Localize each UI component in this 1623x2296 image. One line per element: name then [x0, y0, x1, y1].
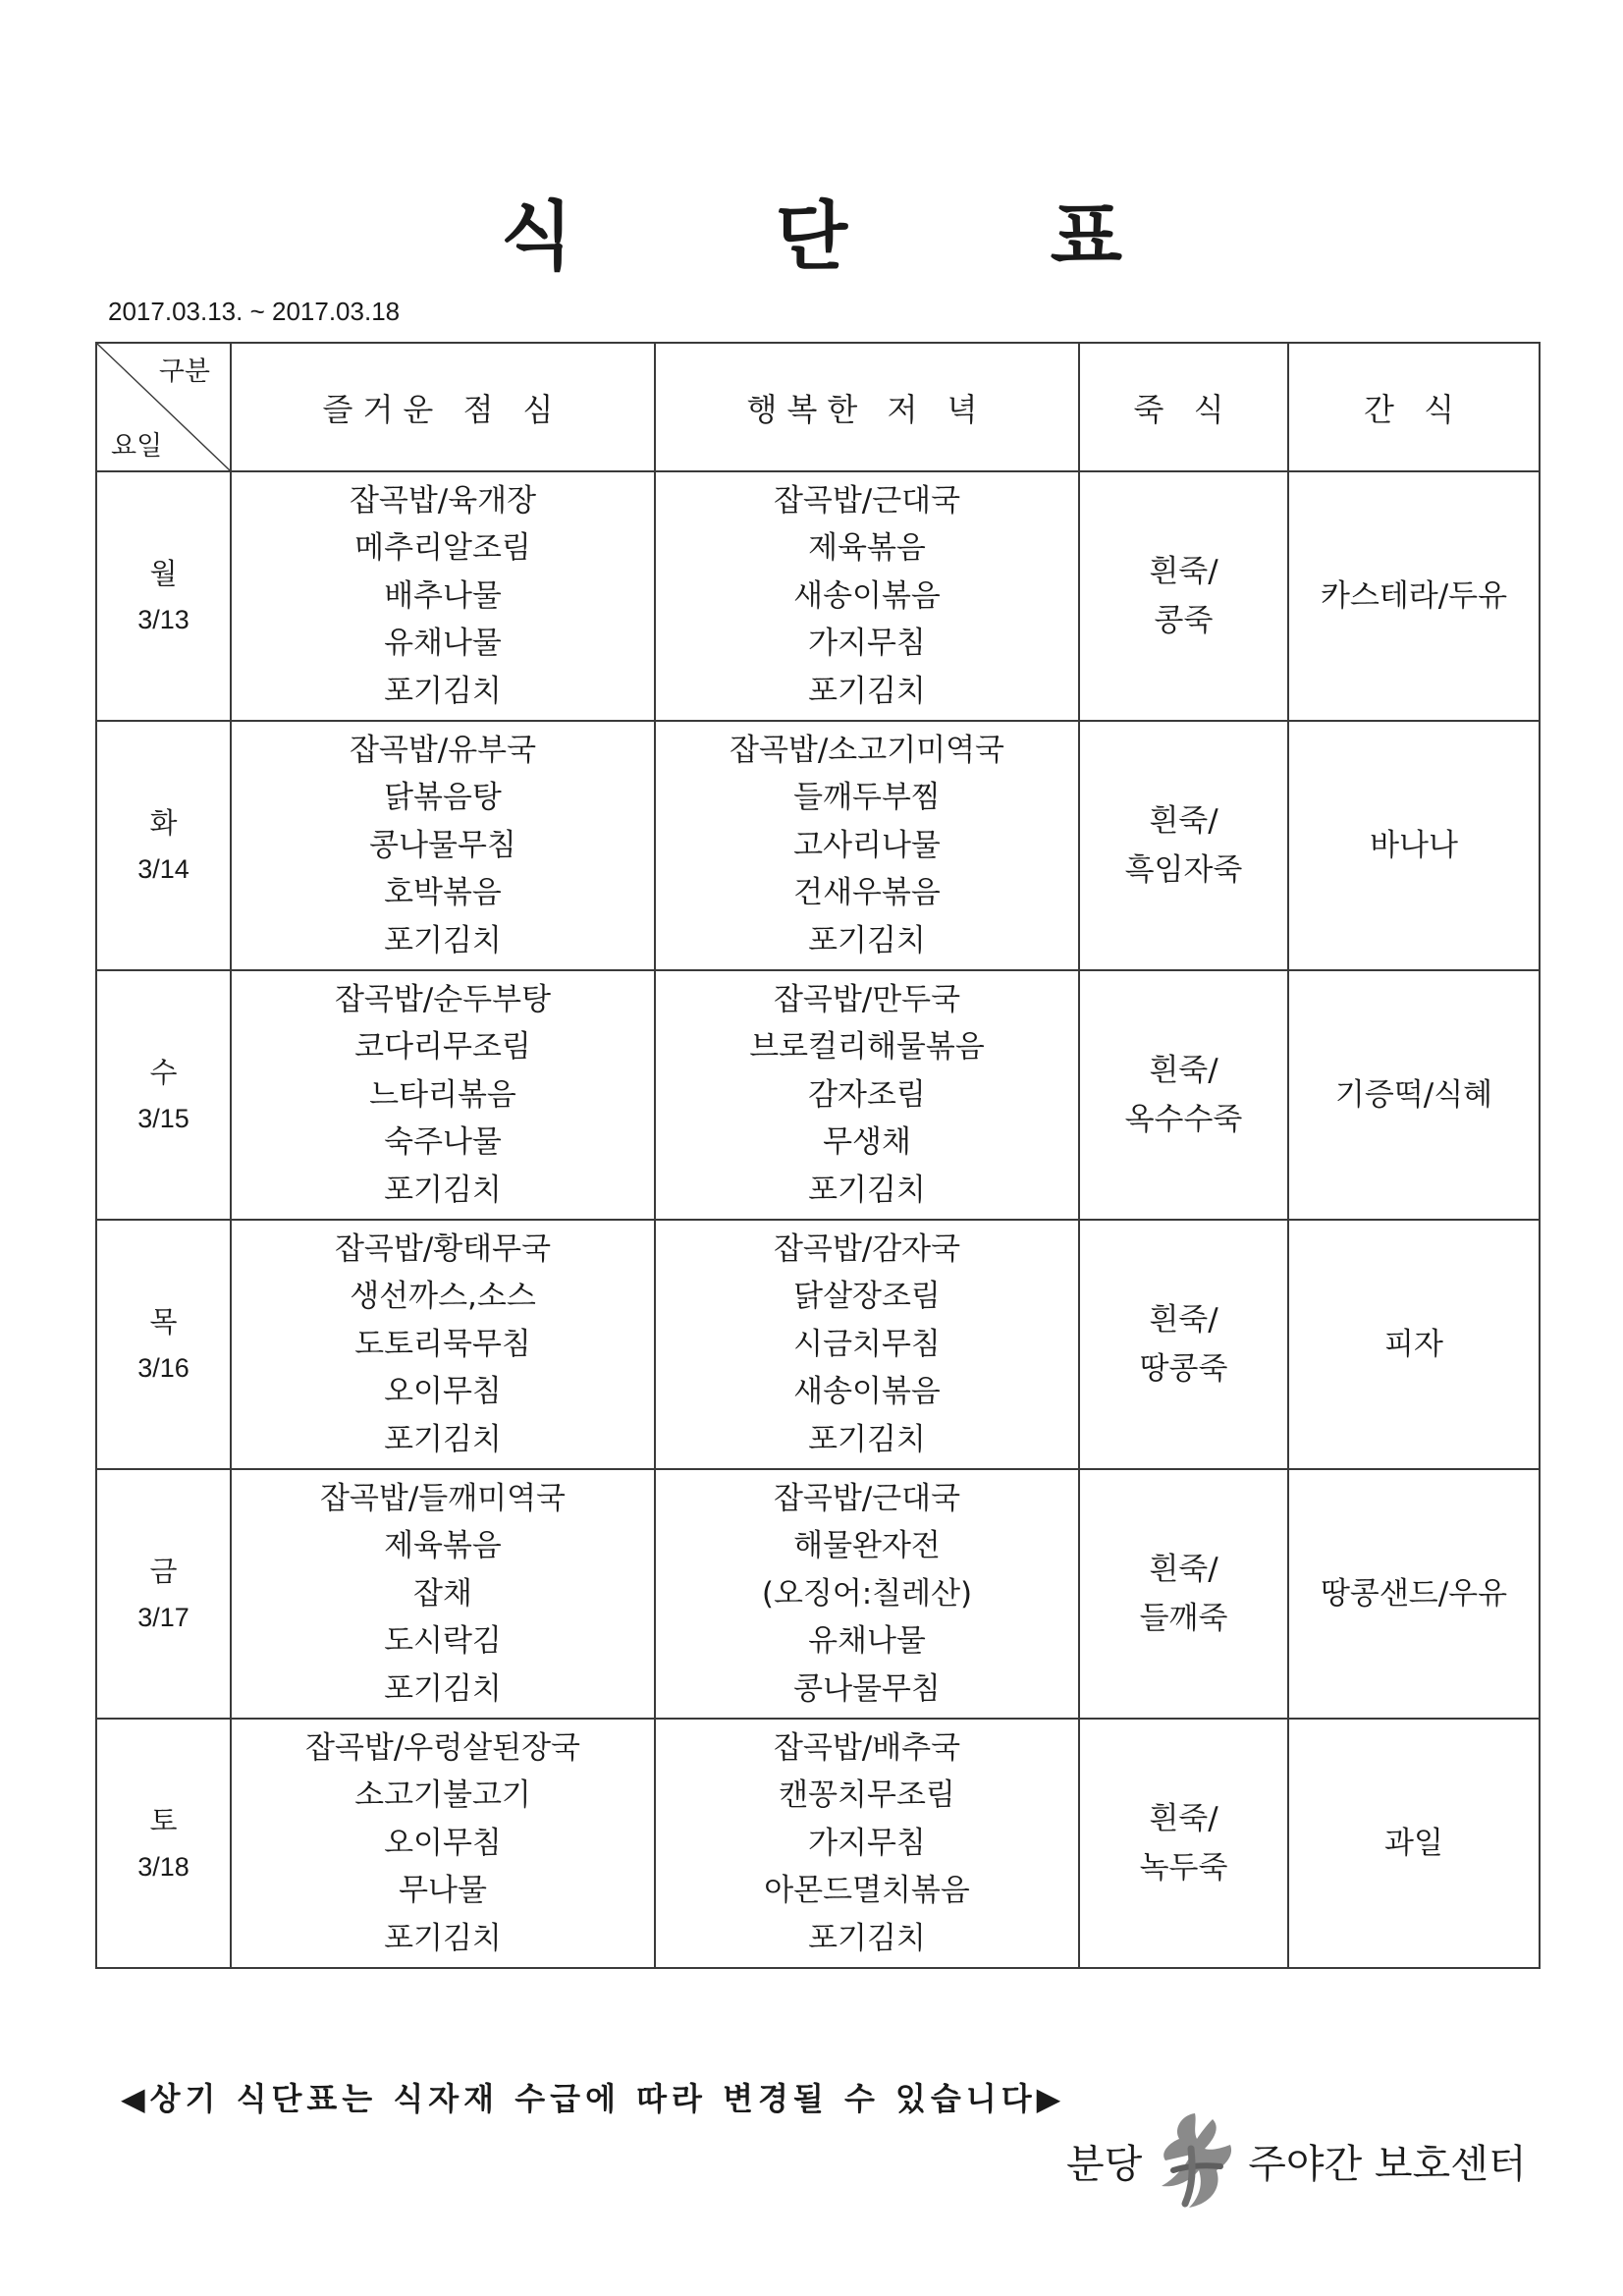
menu-item: 땅콩샌드/우유	[1320, 1576, 1508, 1612]
menu-item: 기증떡/식혜	[1334, 1077, 1493, 1113]
menu-item: 포기김치	[808, 673, 926, 709]
day-date: 3/13	[137, 605, 189, 634]
menu-item: 해물완자전	[793, 1528, 941, 1564]
menu-item: 잡곡밥/유부국	[349, 732, 537, 768]
menu-item: 들깨두부찜	[793, 780, 941, 816]
footer-brand	[1066, 2109, 1526, 2212]
column-header-label: 간 식	[1364, 390, 1464, 428]
day-cell	[96, 970, 231, 1220]
day-row	[96, 1719, 1540, 1968]
menu-item: 포기김치	[384, 1920, 502, 1956]
lunch-cell	[231, 1469, 655, 1719]
dinner-cell	[655, 970, 1079, 1220]
menu-item: 메추리알조림	[354, 530, 531, 567]
porridge-cell	[1079, 471, 1288, 721]
menu-item: 가지무침	[808, 626, 926, 662]
day-row	[96, 721, 1540, 970]
dinner-cell	[655, 721, 1079, 970]
menu-item: 도토리묵무침	[354, 1326, 531, 1362]
dinner-cell	[655, 1220, 1079, 1469]
page-title: 식 단 표	[500, 192, 1212, 280]
day-name: 화	[149, 806, 178, 840]
menu-item: 흰죽/	[1149, 554, 1218, 589]
menu-item: 닭살장조림	[793, 1279, 941, 1315]
column-header-lunch	[231, 343, 655, 471]
menu-item: 잡곡밥/우렁살된장국	[305, 1729, 580, 1766]
period-label: 2017.03.13. ~ 2017.03.18	[108, 297, 401, 326]
menu-item: 잡곡밥/황태무국	[334, 1230, 552, 1267]
lunch-cell	[231, 970, 655, 1220]
column-header-label: 즐거운 점 심	[322, 390, 564, 428]
menu-item: 아몬드멸치볶음	[764, 1873, 970, 1909]
menu-item: 잡채	[413, 1575, 472, 1612]
menu-item: 새송이볶음	[793, 577, 941, 614]
menu-item: 콩죽	[1154, 603, 1214, 638]
menu-item: 가지무침	[808, 1825, 926, 1861]
menu-item: 무나물	[399, 1873, 487, 1909]
porridge-cell	[1079, 1220, 1288, 1469]
column-header-label: 죽 식	[1133, 390, 1234, 428]
day-cell	[96, 1469, 231, 1719]
menu-item: 포기김치	[808, 1172, 926, 1208]
menu-item: 포기김치	[384, 1172, 502, 1208]
day-name: 목	[149, 1305, 178, 1339]
menu-item: (오징어:칠레산)	[761, 1575, 973, 1612]
menu-item: 땅콩죽	[1139, 1351, 1228, 1387]
menu-item: 흑임자죽	[1124, 852, 1243, 888]
menu-item: 잡곡밥/배추국	[773, 1729, 961, 1766]
day-name: 수	[149, 1056, 178, 1089]
snack-cell	[1288, 1719, 1540, 1968]
menu-item: 카스테라/두유	[1320, 578, 1508, 614]
lunch-cell	[231, 471, 655, 721]
menu-item: 감자조림	[808, 1076, 926, 1113]
menu-item: 녹두죽	[1139, 1850, 1228, 1886]
lunch-cell	[231, 721, 655, 970]
day-name: 월	[149, 557, 178, 590]
day-date: 3/16	[137, 1353, 189, 1383]
menu-item: 유채나물	[384, 626, 502, 662]
menu-item: 피자	[1384, 1327, 1443, 1362]
menu-item: 고사리나물	[793, 827, 941, 863]
menu-item: 배추나물	[384, 577, 502, 614]
header-row	[96, 343, 1540, 471]
footer-name-right: 주야간 보호센터	[1248, 2141, 1527, 2187]
menu-item: 포기김치	[808, 922, 926, 958]
menu-item: 시금치무침	[793, 1326, 941, 1362]
porridge-cell	[1079, 1469, 1288, 1719]
snack-cell	[1288, 471, 1540, 721]
menu-item: 흰죽/	[1149, 1801, 1218, 1836]
menu-item: 오이무침	[384, 1825, 502, 1861]
menu-item: 바나나	[1370, 828, 1458, 863]
porridge-cell	[1079, 970, 1288, 1220]
menu-item: 잡곡밥/육개장	[349, 482, 537, 519]
menu-item: 흰죽/	[1149, 1053, 1218, 1088]
menu-item: 새송이볶음	[793, 1374, 941, 1410]
day-date: 3/17	[137, 1603, 189, 1632]
column-header-snack	[1288, 343, 1540, 471]
day-cell	[96, 721, 231, 970]
menu-item: 캔꽁치무조림	[779, 1777, 955, 1814]
porridge-cell	[1079, 721, 1288, 970]
day-row	[96, 471, 1540, 721]
menu-item: 건새우볶음	[793, 875, 941, 911]
dinner-cell	[655, 1719, 1079, 1968]
menu-item: 잡곡밥/근대국	[773, 482, 961, 519]
menu-table	[95, 342, 1541, 1969]
menu-item: 잡곡밥/순두부탕	[334, 981, 552, 1017]
menu-item: 무생채	[823, 1124, 911, 1161]
snack-cell	[1288, 1220, 1540, 1469]
column-header-porridge	[1079, 343, 1288, 471]
menu-item: 옥수수죽	[1124, 1102, 1243, 1137]
menu-item: 잡곡밥/만두국	[773, 981, 961, 1017]
menu-item: 포기김치	[384, 1421, 502, 1457]
corner-category-label: 구분	[158, 356, 210, 387]
menu-item: 느타리볶음	[369, 1076, 516, 1113]
day-name: 금	[149, 1555, 178, 1588]
menu-item: 도시락김	[384, 1623, 502, 1660]
day-cell	[96, 1719, 231, 1968]
menu-item: 콩나물무침	[793, 1670, 941, 1707]
menu-item: 흰죽/	[1149, 1302, 1218, 1338]
menu-item: 콩나물무침	[369, 827, 516, 863]
menu-item: 숙주나물	[384, 1124, 502, 1161]
menu-item: 생선까스,소스	[350, 1279, 536, 1315]
snack-cell	[1288, 1469, 1540, 1719]
footer-name-left: 분당	[1066, 2141, 1143, 2187]
menu-item: 잡곡밥/감자국	[773, 1230, 961, 1267]
menu-item: 포기김치	[384, 1670, 502, 1707]
menu-item: 포기김치	[808, 1920, 926, 1956]
day-date: 3/14	[137, 854, 189, 884]
day-row	[96, 1469, 1540, 1719]
menu-item: 포기김치	[808, 1421, 926, 1457]
day-row	[96, 970, 1540, 1220]
menu-item: 들깨죽	[1139, 1601, 1228, 1636]
menu-item: 흰죽/	[1149, 803, 1218, 839]
menu-item: 포기김치	[384, 922, 502, 958]
notice-text: ◀상기 식단표는 식자재 수급에 따라 변경될 수 있습니다▶	[121, 2080, 1066, 2117]
lunch-cell	[231, 1220, 655, 1469]
menu-item: 닭볶음탕	[384, 780, 502, 816]
dinner-cell	[655, 471, 1079, 721]
menu-item: 과일	[1384, 1826, 1443, 1861]
snack-cell	[1288, 721, 1540, 970]
menu-item: 포기김치	[384, 673, 502, 709]
column-header-dinner	[655, 343, 1079, 471]
menu-item: 오이무침	[384, 1374, 502, 1410]
day-name: 토	[149, 1804, 178, 1837]
menu-item: 잡곡밥/들깨미역국	[319, 1480, 566, 1516]
menu-item: 유채나물	[808, 1623, 926, 1660]
day-cell	[96, 1220, 231, 1469]
lunch-cell	[231, 1719, 655, 1968]
menu-item: 호박볶음	[384, 875, 502, 911]
corner-cell	[96, 343, 231, 471]
menu-item: 잡곡밥/소고기미역국	[730, 732, 1004, 768]
menu-item: 제육볶음	[808, 530, 926, 567]
filial-piety-logo-icon	[1152, 2109, 1238, 2212]
menu-item: 소고기불고기	[354, 1777, 531, 1814]
porridge-cell	[1079, 1719, 1288, 1968]
day-cell	[96, 471, 231, 721]
corner-day-label: 요일	[111, 431, 163, 462]
day-date: 3/15	[137, 1104, 189, 1133]
day-row	[96, 1220, 1540, 1469]
column-header-label: 행복한 저 녁	[746, 390, 988, 428]
menu-item: 코다리무조림	[354, 1029, 531, 1066]
day-date: 3/18	[137, 1852, 189, 1882]
menu-item: 브로컬리해물볶음	[749, 1029, 985, 1066]
menu-item: 흰죽/	[1149, 1552, 1218, 1587]
dinner-cell	[655, 1469, 1079, 1719]
snack-cell	[1288, 970, 1540, 1220]
menu-item: 잡곡밥/근대국	[773, 1480, 961, 1516]
menu-item: 제육볶음	[384, 1528, 502, 1564]
